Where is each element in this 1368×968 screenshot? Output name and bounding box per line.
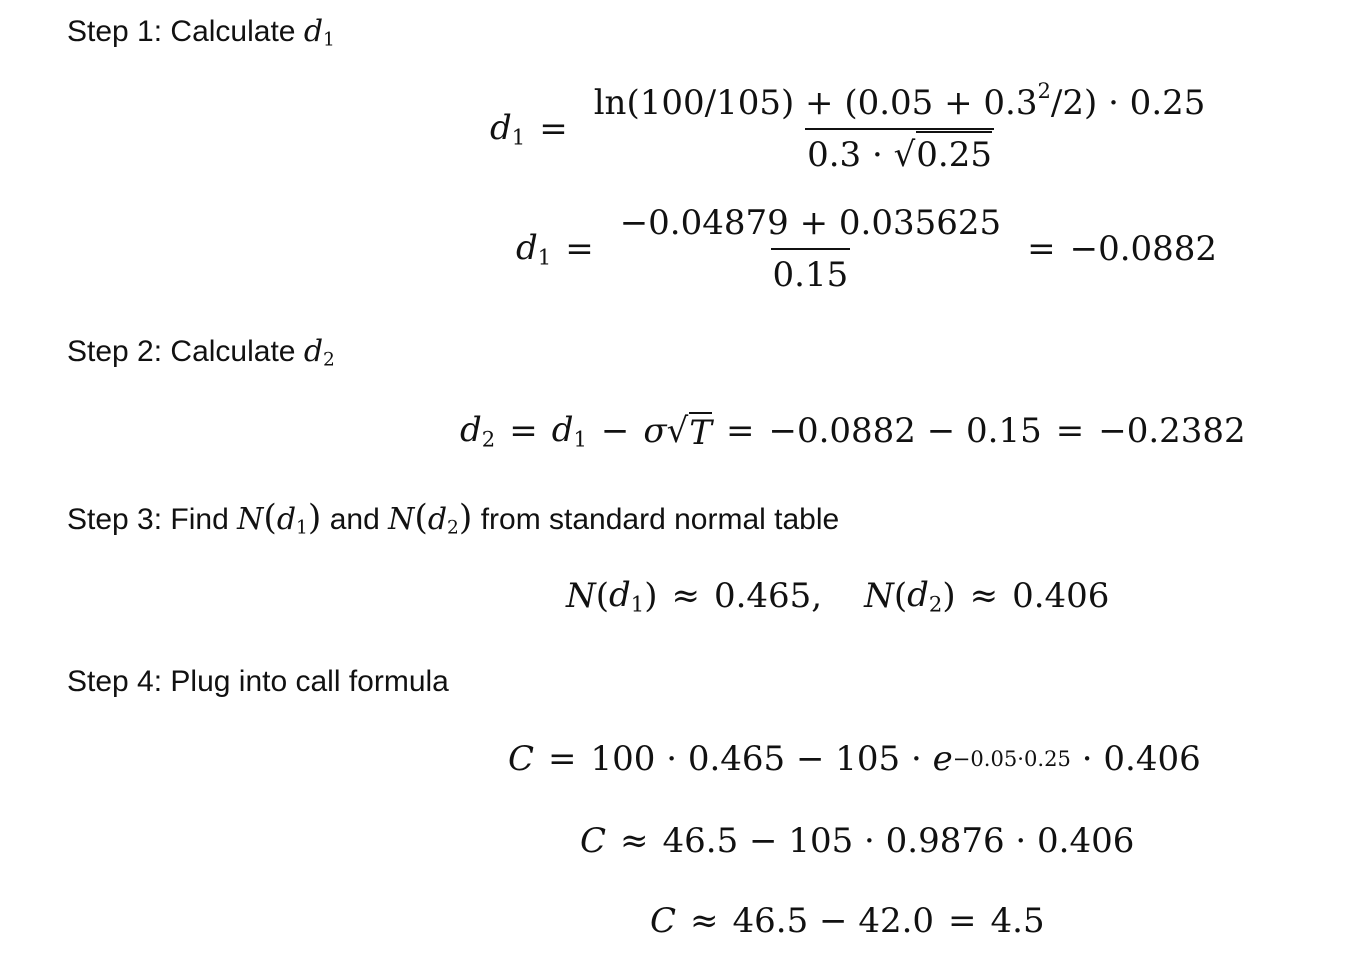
eq3-sqrt-arg: T (689, 413, 712, 453)
step-3-heading: Step 3: Find $N(d_1)$ and $N(d_2)$ from standard normal table (67, 498, 840, 539)
step-3-and: and (329, 503, 380, 536)
eq7-rel2: = (948, 901, 977, 941)
eq3-rel2: = (725, 411, 755, 451)
step-2-var: $d_2$ (303, 334, 335, 371)
eq4-d2: $d_2$ (907, 575, 943, 617)
eq3-rel: = (509, 411, 538, 451)
eq2-lhs: $d_1$ (516, 227, 552, 270)
step-1-heading (67, 14, 335, 59)
step-3-suffix: from standard normal table (480, 503, 840, 536)
step-3-n2: N (388, 502, 415, 537)
eq3-calc: −0.0882 − 0.15 (768, 411, 1042, 451)
eq3-sqrt: √ (666, 411, 689, 451)
eq6-rel: ≈ (620, 821, 649, 861)
equation-d2 (460, 409, 1246, 453)
step-3-d1: $d_1$ (276, 502, 308, 539)
eq3-rel3: = (1055, 411, 1085, 451)
eq7-rel: ≈ (690, 901, 719, 941)
step-2-heading (67, 334, 335, 379)
eq7-result: 4.5 (990, 901, 1045, 941)
eq1-rel: = (539, 109, 568, 149)
eq7-expr: 46.5 − 42.0 (732, 901, 935, 941)
eq3-result: −0.2382 (1098, 411, 1246, 451)
eq1-numerator: $\ln(100/105) + (0.05 + 0.3^2/2) \cdot 0.25$ (593, 78, 1206, 123)
eq2-rel2: = (1027, 229, 1056, 269)
eq3-sigma: σ (643, 411, 667, 451)
eq4-val2: 0.406 (1012, 576, 1110, 617)
step-3-d2: $d_2$ (427, 502, 459, 539)
eq4-n2: N (864, 576, 894, 617)
step-2-text: Step 2: Calculate (67, 335, 304, 368)
equation-call-result (650, 901, 1045, 941)
equation-normal-values: N ( $d_1$ ) ≈ 0.465, N ( $d_2$ ) ≈ 0.406 (566, 575, 1110, 617)
eq3-minus: − (600, 411, 630, 451)
eq6-expr: 46.5 − 105 · 0.9876 · 0.406 (662, 821, 1135, 861)
equation-call-approx (580, 821, 1135, 861)
eq6-c: C (580, 821, 607, 861)
eq2-fraction (618, 203, 1003, 295)
eq2-denominator: 0.15 (771, 248, 851, 292)
step-4-heading: Step 4: Plug into call formula (67, 665, 449, 698)
eq4-val1: 0.465, (713, 576, 823, 617)
eq4-approx1: ≈ (671, 576, 700, 617)
step-3-n1: N (237, 502, 264, 537)
step-1-var: $d_1$ (303, 14, 335, 51)
eq5-rel: = (548, 739, 577, 779)
eq3-lhs: $d_2$ (460, 409, 496, 452)
eq2-rel: = (565, 229, 594, 269)
eq1-lhs: $d_1$ (490, 107, 526, 150)
step-1-text: Step 1: Calculate (67, 15, 304, 48)
eq5-c: C (508, 739, 535, 779)
eq4-approx2: ≈ (969, 576, 999, 617)
eq5-expr1: 100 · 0.465 − 105 · (590, 739, 933, 779)
equation-call-formula: C = 100 · 0.465 − 105 · e −0.05·0.25 · 0.406 (508, 739, 1201, 779)
eq2-result: −0.0882 (1069, 229, 1218, 269)
equation-d1-formula (490, 78, 1217, 175)
eq2-numerator: −0.04879 + 0.035625 (619, 203, 1002, 243)
eq1-denominator: 0.3 · √0.25 (805, 128, 994, 172)
eq4-n1: N (566, 576, 596, 617)
eq4-d1: $d_1$ (609, 575, 645, 617)
equation-d1-value (516, 203, 1218, 295)
eq5-e: e (932, 739, 953, 779)
eq1-fraction (592, 78, 1208, 175)
step-3-text: Step 3: Find (67, 503, 238, 536)
eq3-d1: $d_1$ (551, 409, 587, 452)
eq5-expr2: · 0.406 (1070, 739, 1201, 779)
eq7-c: C (650, 901, 677, 941)
